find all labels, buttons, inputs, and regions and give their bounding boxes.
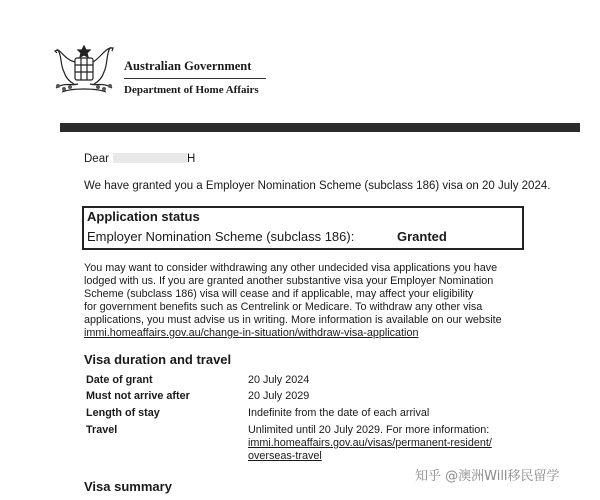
must-not-arrive-value: 20 July 2029 bbox=[248, 390, 310, 402]
date-of-grant-label: Date of grant bbox=[86, 374, 153, 386]
salutation-suffix: H bbox=[186, 153, 196, 165]
withdraw-visa-link[interactable]: immi.homeaffairs.gov.au/change-in-situation/withdraw-visa-application bbox=[84, 327, 419, 339]
status-value: Granted bbox=[397, 229, 447, 244]
date-of-grant-value: 20 July 2024 bbox=[248, 374, 310, 386]
travel-info-link[interactable]: immi.homeaffairs.gov.au/visas/permanent-resident/ bbox=[248, 437, 492, 449]
government-masthead bbox=[124, 59, 266, 97]
department-name: Department of Home Affairs bbox=[124, 84, 259, 96]
must-not-arrive-label: Must not arrive after bbox=[86, 390, 190, 402]
masthead-divider bbox=[124, 78, 266, 79]
grant-sentence: We have granted you a Employer Nomination Scheme (subclass 186) visa on 20 July 2024. bbox=[84, 180, 551, 192]
length-of-stay-label: Length of stay bbox=[86, 407, 160, 419]
travel-info-link-continued[interactable]: overseas-travel bbox=[248, 450, 322, 462]
advice-line: You may want to consider withdrawing any other undecided visa applications you have bbox=[84, 262, 498, 274]
government-name: Australian Government bbox=[124, 59, 252, 73]
advice-line: for government benefits such as Centrelink or Medicare. To withdraw any other visa bbox=[84, 301, 483, 313]
travel-label: Travel bbox=[86, 424, 118, 436]
status-row bbox=[87, 229, 523, 244]
advice-line: applications, you must advise us in writing. More information is available on our website bbox=[84, 314, 502, 326]
watermark: 知乎 @澳洲Will移民留学 bbox=[415, 469, 560, 484]
travel-value bbox=[248, 424, 528, 463]
application-status-box bbox=[82, 206, 524, 250]
visa-summary-title: Visa summary bbox=[84, 479, 172, 494]
advice-line: lodged with us. If you are granted another substantive visa your Employer Nomination bbox=[84, 275, 494, 287]
withdraw-advice-paragraph bbox=[84, 262, 524, 340]
status-box-title: Application status bbox=[87, 209, 200, 224]
salutation bbox=[84, 153, 195, 165]
status-visa-label: Employer Nomination Scheme (subclass 186): bbox=[87, 229, 355, 244]
redacted-name bbox=[113, 153, 187, 163]
advice-line: Scheme (subclass 186) visa will cease and if applicable, may affect your eligibility bbox=[84, 288, 474, 300]
travel-text: Unlimited until 20 July 2029. For more information: bbox=[248, 424, 490, 436]
length-of-stay-value: Indefinite from the date of each arrival bbox=[248, 407, 430, 419]
salutation-word: Dear bbox=[84, 153, 109, 165]
duration-section-title: Visa duration and travel bbox=[84, 352, 232, 367]
header-divider-bar bbox=[60, 123, 580, 132]
coat-of-arms-icon bbox=[48, 42, 120, 100]
